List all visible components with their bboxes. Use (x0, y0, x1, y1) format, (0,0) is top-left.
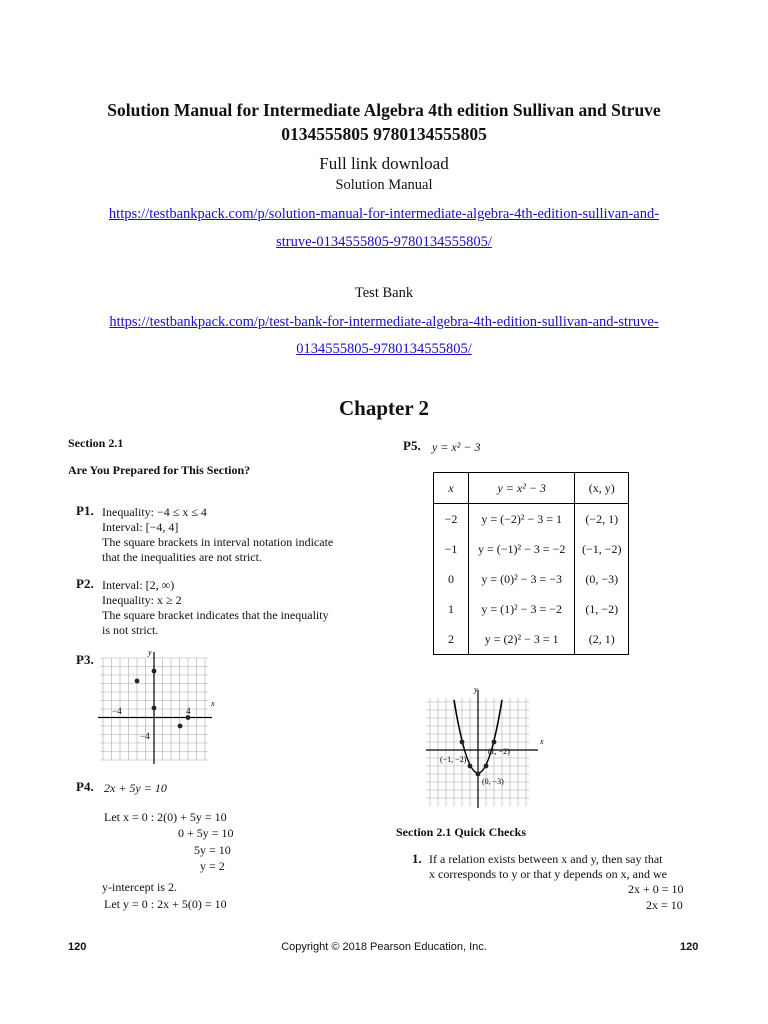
table-cell: (−1, −2) (575, 534, 629, 564)
table-cell: y = (−2)² − 3 = 1 (469, 504, 575, 535)
copyright-notice: Copyright © 2018 Pearson Education, Inc. (281, 941, 487, 953)
p4-work-line4: y = 2 (200, 859, 225, 873)
q1-label: 1. (412, 851, 422, 866)
p4-label: P4. (76, 779, 94, 794)
table-header-pair: (x, y) (575, 473, 629, 504)
table-cell: −1 (434, 534, 469, 564)
p5-parabola-graph (426, 682, 550, 812)
table-cell: −2 (434, 504, 469, 535)
p5-x-axis-label: x (540, 737, 544, 746)
p5-y-axis-label: y (474, 685, 478, 694)
p1-text: Inequality: −4 ≤ x ≤ 4 Interval: [−4, 4] The square brackets in interval notation indicate that the inequalities are not strict. (102, 505, 334, 564)
p4-let-y: Let y = 0 : 2x + 5(0) = 10 (104, 897, 227, 911)
doc-title-line1: Solution Manual for Intermediate Algebra 4th edition Sullivan and Struve (107, 100, 661, 120)
table-header-x: x (434, 473, 469, 504)
table-row (434, 534, 629, 564)
p5-equation: y = x² − 3 (432, 440, 481, 454)
table-row (434, 564, 629, 594)
solution-manual-label: Solution Manual (335, 177, 433, 193)
p5-value-table (433, 472, 629, 655)
p4-work-line2: 0 + 5y = 10 (178, 826, 234, 840)
table-cell: y = (1)² − 3 = −2 (469, 594, 575, 624)
table-row (434, 624, 629, 655)
q1-eq2: 2x = 10 (646, 898, 683, 912)
table-cell: 1 (434, 594, 469, 624)
table-cell: (2, 1) (575, 624, 629, 655)
table-row (434, 504, 629, 535)
test-bank-label: Test Bank (354, 285, 414, 301)
solution-manual-link-line2[interactable]: struve-0134555805-9780134555805/ (276, 234, 492, 250)
p4-intercept: y-intercept is 2. (102, 880, 177, 894)
table-cell: 2 (434, 624, 469, 655)
p2-label: P2. (76, 576, 94, 591)
table-cell: y = (0)² − 3 = −3 (469, 564, 575, 594)
prepared-heading: Are You Prepared for This Section? (68, 463, 251, 477)
test-bank-link-line2[interactable]: 0134555805-9780134555805/ (296, 341, 472, 357)
table-header-row (434, 473, 629, 504)
doc-title-line2: 0134555805 9780134555805 (281, 124, 487, 144)
table-row (434, 594, 629, 624)
table-header-y: y = x² − 3 (469, 473, 575, 504)
p1-label: P1. (76, 503, 94, 518)
p3-tick-neg4-x: −4 (112, 706, 122, 716)
table-cell: y = (2)² − 3 = 1 (469, 624, 575, 655)
p3-x-axis-label: x (211, 699, 215, 708)
test-bank-link-line1[interactable]: https://testbankpack.com/p/test-bank-for-intermediate-algebra-4th-edition-sullivan-and-struve- (109, 314, 659, 330)
p3-y-axis-label: y (148, 648, 152, 657)
q1-eq1: 2x + 0 = 10 (628, 882, 684, 896)
p3-tick-neg4-y: −4 (140, 731, 150, 741)
section-heading: Section 2.1 (68, 436, 124, 450)
table-cell: (−2, 1) (575, 504, 629, 535)
p4-equation: 2x + 5y = 10 (104, 781, 167, 795)
table-cell: (0, −3) (575, 564, 629, 594)
table-cell: (1, −2) (575, 594, 629, 624)
p4-work-line3: 5y = 10 (194, 843, 231, 857)
table-cell: 0 (434, 564, 469, 594)
p5-point-label-b: (1, −2) (488, 747, 510, 756)
p3-coordinate-graph (98, 648, 218, 768)
q1-line2: x corresponds to y or that y depends on x, and we (429, 867, 667, 881)
chapter-heading: Chapter 2 (338, 396, 430, 420)
quick-checks-heading: Section 2.1 Quick Checks (396, 825, 527, 839)
p3-label: P3. (76, 652, 94, 667)
p5-point-label-c: (0, −3) (482, 777, 504, 786)
table-cell: y = (−1)² − 3 = −2 (469, 534, 575, 564)
p4-work-line1: Let x = 0 : 2(0) + 5y = 10 (104, 810, 227, 824)
full-link-label: Full link download (319, 154, 449, 173)
q1-line1: If a relation exists between x and y, then say that (429, 852, 663, 866)
solution-manual-link-line1[interactable]: https://testbankpack.com/p/solution-manual-for-intermediate-algebra-4th-edition-sullivan-and- (108, 206, 660, 222)
p5-label: P5. (403, 438, 421, 453)
page-number-right: 120 (680, 941, 699, 953)
page-number-left: 120 (68, 941, 87, 953)
p3-tick-4-x: 4 (186, 706, 191, 716)
p2-text: Interval: [2, ∞) Inequality: x ≥ 2 The square bracket indicates that the inequality is not strict. (102, 578, 329, 637)
p5-point-label-a: (−1, −2) (440, 755, 467, 764)
